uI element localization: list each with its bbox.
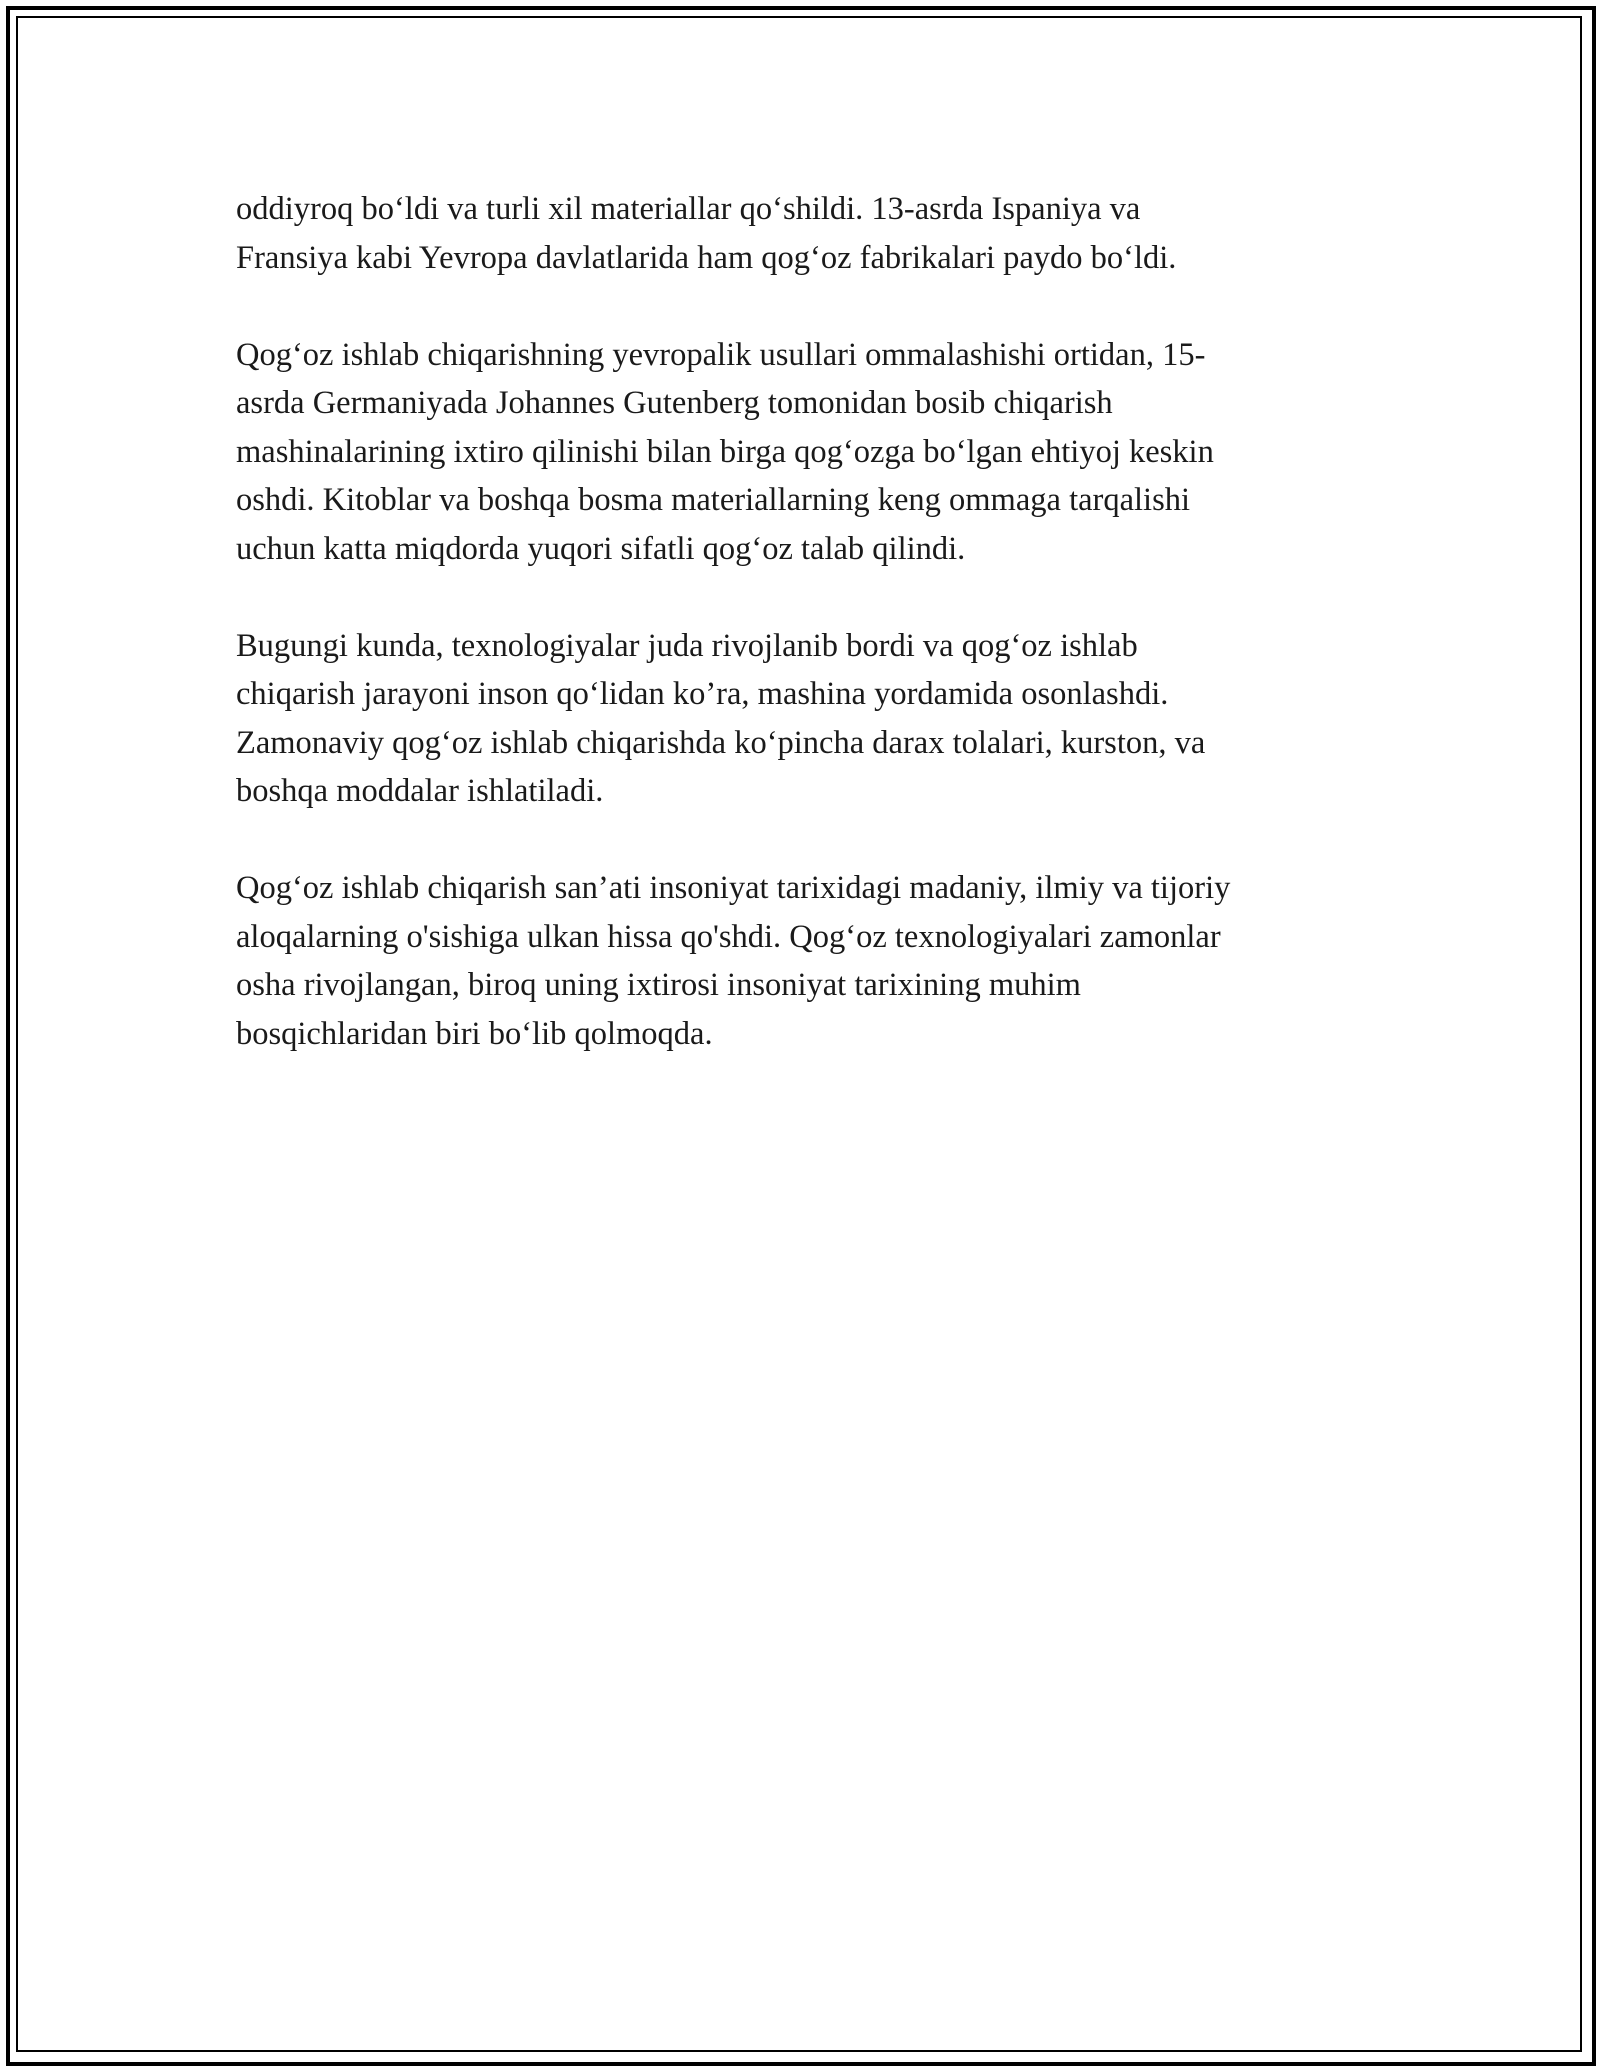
paragraph-line: bosqichlaridan biri bo‘lib qolmoqda. xyxy=(236,1015,713,1052)
paragraph-4 xyxy=(236,864,1366,1058)
document-body xyxy=(236,185,1366,1107)
paragraph-line: uchun katta miqdorda yuqori sifatli qog‘oz talab qilindi. xyxy=(236,530,966,567)
paragraph-2 xyxy=(236,331,1366,574)
paragraph-line: boshqa moddalar ishlatiladi. xyxy=(236,773,604,809)
paragraph-line: oshdi. Kitoblar va boshqa bosma materiallarning keng ommaga tarqalishi xyxy=(236,482,1191,518)
paragraph-line: Fransiya kabi Yevropa davlatlarida ham qog‘oz fabrikalari paydo bo‘ldi. xyxy=(236,239,1177,276)
paragraph-3 xyxy=(236,622,1366,816)
paragraph-line: mashinalarining ixtiro qilinishi bilan birga qog‘ozga bo‘lgan ehtiyoj keskin xyxy=(236,433,1214,470)
paragraph-line: oddiyroq bo‘ldi va turli xil materiallar qo‘shildi. 13-asrda Ispaniya va xyxy=(236,191,1141,227)
paragraph-line: Zamonaviy qog‘oz ishlab chiqarishda ko‘pincha darax tolalari, kurston, va xyxy=(236,724,1206,761)
paragraph-line: asrda Germaniyada Johannes Gutenberg tomonidan bosib chiqarish xyxy=(236,385,1113,421)
paragraph-line: chiqarish jarayoni inson qo‘lidan ko’ra, mashina yordamida osonlashdi. xyxy=(236,676,1169,712)
paragraph-line: Qog‘oz ishlab chiqarishning yevropalik usullari ommalashishi ortidan, 15- xyxy=(236,336,1206,373)
paragraph-line: osha rivojlangan, biroq uning ixtirosi insoniyat tarixining muhim xyxy=(236,967,1081,1003)
paragraph-line: Bugungi kunda, texnologiyalar juda rivojlanib bordi va qog‘oz ishlab xyxy=(236,627,1138,664)
paragraph-line: Qog‘oz ishlab chiqarish san’ati insoniyat tarixidagi madaniy, ilmiy va tijoriy xyxy=(236,870,1231,906)
paragraph-1 xyxy=(236,185,1366,282)
paragraph-line: aloqalarning o'sishiga ulkan hissa qo'shdi. Qog‘oz texnologiyalari zamonlar xyxy=(236,918,1221,955)
